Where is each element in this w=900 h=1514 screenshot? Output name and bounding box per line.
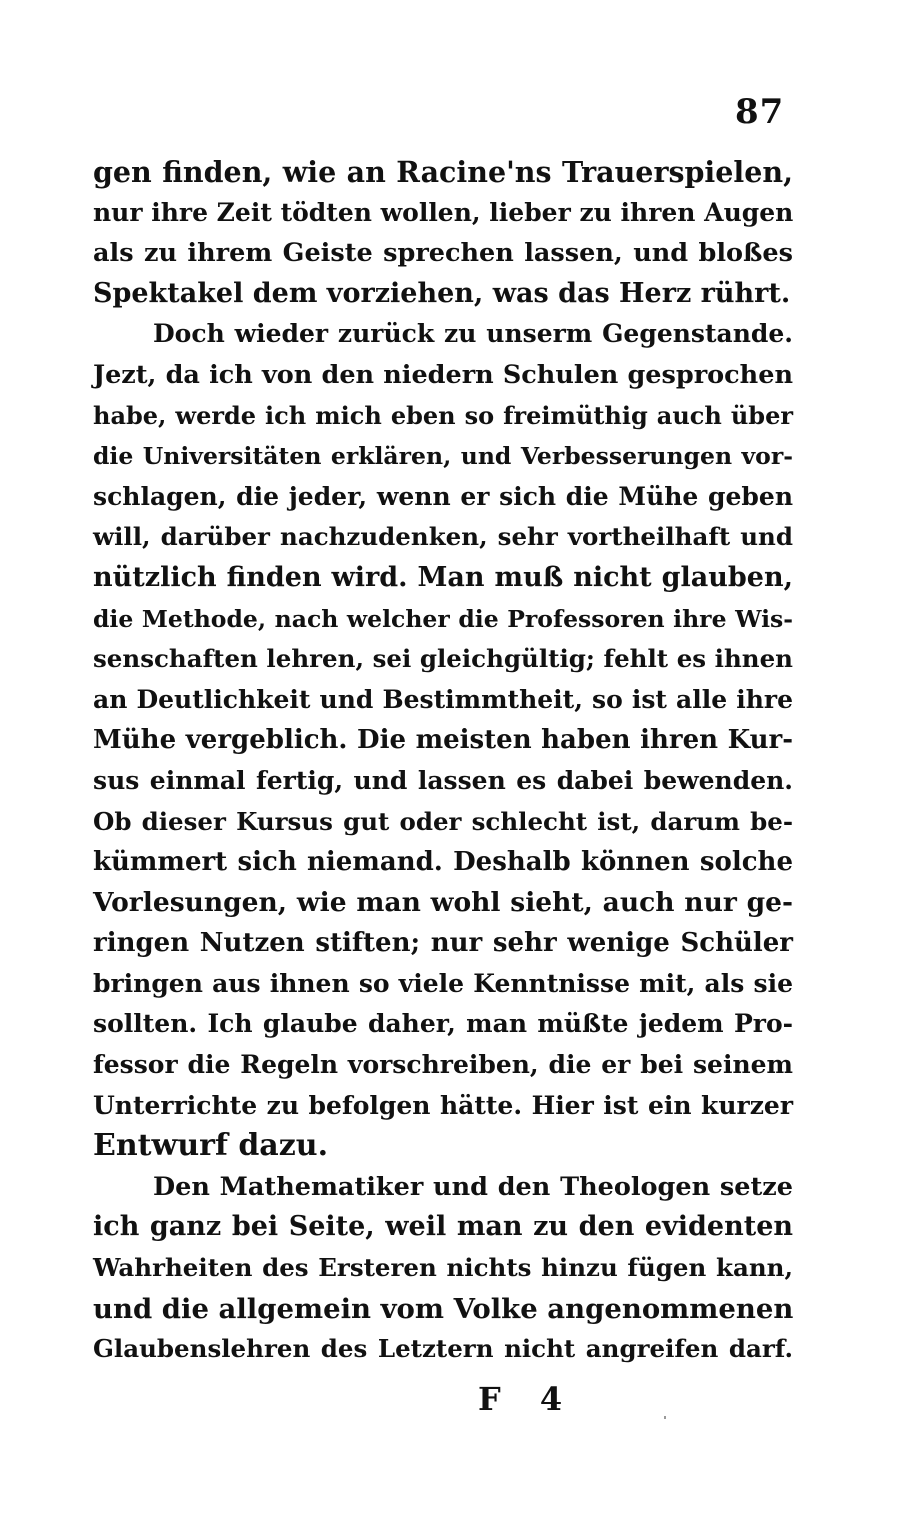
text-line: Spektakel dem vorziehen, was das Herz rührt. [93, 277, 791, 309]
printer-signature: F 4 [478, 1380, 577, 1418]
text-line: ringen Nutzen stiften; nur sehr wenige Schüler [93, 928, 793, 959]
text-line: Unterrichte zu befolgen hätte. Hier ist ein kurzer [93, 1090, 793, 1120]
text-line: als zu ihrem Geiste sprechen lassen, und bloßes [93, 238, 793, 269]
text-line: schlagen, die jeder, wenn er sich die Mühe geben [93, 481, 793, 511]
text-line: nützlich finden wird. Man muß nicht glauben, [93, 561, 793, 593]
text-line: Mühe vergeblich. Die meisten haben ihren Kur- [93, 725, 793, 756]
text-line: Entwurf dazu. [93, 1128, 329, 1164]
text-line: an Deutlichkeit und Bestimmtheit, so ist alle ihre [93, 684, 793, 714]
page-number: 87 [735, 92, 785, 132]
text-line: die Universitäten erklären, und Verbesserungen vor- [93, 442, 793, 471]
text-line: sollten. Ich glaube daher, man müßte jedem Pro- [93, 1009, 793, 1039]
body-text [93, 152, 793, 1370]
text-line: senschaften lehren, sei gleichgültig; fehlt es ihnen [93, 644, 793, 674]
text-line: die Methode, nach welcher die Professoren ihre Wis- [93, 604, 793, 633]
text-line: ich ganz bei Seite, weil man zu den evidenten [93, 1211, 793, 1243]
text-line: nur ihre Zeit tödten wollen, lieber zu ihren Augen [93, 197, 794, 227]
text-line: Ob dieser Kursus gut oder schlecht ist, darum be- [93, 806, 793, 836]
text-line: und die allgemein vom Volke angenommenen [93, 1292, 794, 1325]
text-line: bringen aus ihnen so viele Kenntnisse mit, als sie [93, 968, 793, 998]
text-line: Vorlesungen, wie man wohl sieht, auch nur ge- [93, 886, 793, 918]
text-line: Jezt, da ich von den niedern Schulen gesprochen [93, 359, 793, 390]
text-line: Doch wieder zurück zu unserm Gegenstande. [153, 319, 793, 349]
text-line: kümmert sich niemand. Deshalb können solche [93, 847, 793, 878]
text-line: Den Mathematiker und den Theologen setze [153, 1171, 793, 1202]
text-line: Glaubenslehren des Letztern nicht angreifen darf. [93, 1334, 793, 1364]
text-line: will, darüber nachzudenken, sehr vortheilhaft und [93, 522, 793, 552]
text-line: sus einmal fertig, und lassen es dabei bewenden. [93, 765, 793, 795]
text-line: Wahrheiten des Ersteren nichts hinzu fügen kann, [93, 1253, 793, 1283]
text-line: fessor die Regeln vorschreiben, die er bei seinem [93, 1050, 793, 1080]
text-line: gen finden, wie an Racine'ns Trauerspielen, [93, 155, 793, 189]
paper-speck [664, 1416, 666, 1419]
text-line: habe, werde ich mich eben so freimüthig auch über [93, 400, 793, 430]
